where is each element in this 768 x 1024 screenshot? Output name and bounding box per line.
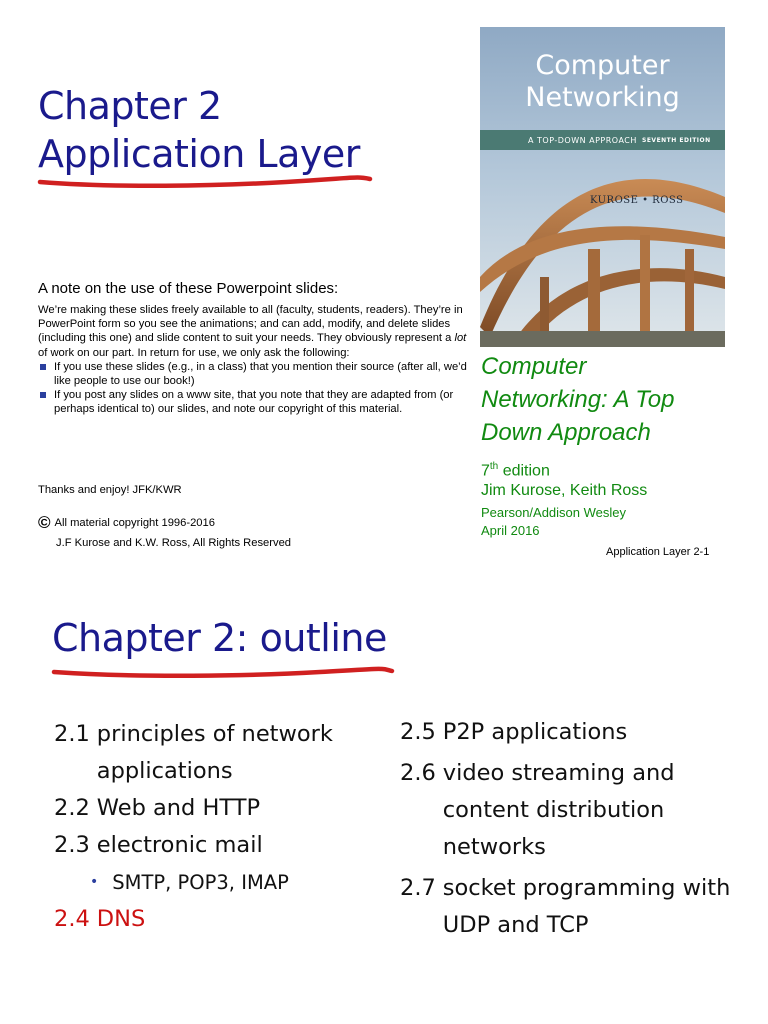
outline-item-number: 2.2 <box>54 795 90 821</box>
book-title-line1: Computer <box>481 353 587 380</box>
outline-item-highlight <box>54 901 384 938</box>
outline-item-text: socket programming with UDP and TCP <box>442 875 731 938</box>
note-para-start: We’re making these slides freely available to all (faculty, students, readers). They’re in PowerPoint form so you see the animations; and can add, modify, and delete slides (including this one) and slide content to suit your needs. They obviously represent a <box>38 304 463 345</box>
outline-item-text: principles of network applications <box>96 721 333 784</box>
outline-sub-item-text: SMTP, POP3, IMAP <box>112 871 289 894</box>
outline-item <box>400 870 740 944</box>
outline-item-number: 2.5 <box>400 719 436 745</box>
book-title-line2: Networking: A Top <box>481 386 675 413</box>
outline-item-number: 2.3 <box>54 832 90 858</box>
cover-subtitle-band <box>480 130 725 150</box>
outline-sub-item <box>54 864 384 901</box>
note-body <box>38 303 478 417</box>
chapter-title <box>38 82 360 178</box>
cover-title-line2: Networking <box>525 82 680 113</box>
outline-item <box>54 790 384 827</box>
square-bullet-icon <box>40 364 46 370</box>
outline-item-text: DNS <box>96 906 146 932</box>
note-bullet <box>38 388 478 416</box>
edition-word: edition <box>498 462 550 480</box>
outline-item <box>54 827 384 864</box>
outline-underline-stroke <box>50 662 400 682</box>
outline-item-text: P2P applications <box>442 719 628 745</box>
edition-number: 7 <box>481 462 490 480</box>
copyright-icon: © <box>38 513 51 532</box>
outline-left-column <box>54 716 384 938</box>
outline-item <box>54 716 384 790</box>
note-paragraph <box>38 303 478 360</box>
chapter-title-line1: Chapter 2 <box>38 84 222 128</box>
outline-right-column <box>400 714 740 948</box>
copyright-owners: J.F Kurose and K.W. Ross, All Rights Reserved <box>56 537 292 549</box>
note-para-end: of work on our part. In return for use, we only ask the following: <box>38 346 350 359</box>
book-title-line3: Down Approach <box>481 419 651 446</box>
note-bullet-text: If you post any slides on a www site, that you note that they are adapted from (or perhaps identical to) our slides, and note our copyright of this material. <box>54 389 454 416</box>
book-date: April 2016 <box>481 523 540 538</box>
note-bullet <box>38 360 478 388</box>
outline-item-text: video streaming and content distribution networks <box>442 760 675 860</box>
cover-authors: KUROSE • ROSS <box>590 195 684 206</box>
outline-item-text: Web and HTTP <box>96 795 261 821</box>
slide-2 <box>0 578 768 1024</box>
cover-edition: SEVENTH EDITION <box>642 136 711 144</box>
edition-suffix: th <box>489 461 499 472</box>
book-title <box>481 350 751 449</box>
outline-item-text: electronic mail <box>96 832 263 858</box>
outline-item-number: 2.4 <box>54 906 90 932</box>
note-bullet-text: If you use these slides (e.g., in a class) that you mention their source (after all, we’d like people to use our book!) <box>54 360 467 388</box>
outline-item-number: 2.1 <box>54 721 90 747</box>
chapter-title-line2: Application Layer <box>38 132 360 176</box>
outline-item-number: 2.7 <box>400 875 436 901</box>
book-authors: Jim Kurose, Keith Ross <box>481 482 648 499</box>
note-para-emphasis: lot <box>454 332 467 345</box>
bullet-dot-icon: • <box>90 874 99 890</box>
copyright-text: All material copyright 1996-2016 <box>54 517 215 529</box>
book-cover-image <box>480 27 725 347</box>
cover-subtitle: A TOP-DOWN APPROACH <box>528 135 637 145</box>
square-bullet-icon <box>40 392 46 398</box>
book-publisher: Pearson/Addison Wesley <box>481 505 627 520</box>
outline-title: Chapter 2: outline <box>52 616 387 660</box>
cover-title-line1: Computer <box>535 50 670 81</box>
note-heading: A note on the use of these Powerpoint slides: <box>38 280 339 297</box>
note-bullet-list <box>38 360 478 417</box>
outline-item <box>400 714 740 751</box>
outline-item-number: 2.6 <box>400 760 436 786</box>
slide-footer: Application Layer 2-1 <box>606 546 710 558</box>
thanks-line: Thanks and enjoy! JFK/KWR <box>38 484 182 496</box>
outline-item <box>400 755 740 866</box>
copyright-line <box>38 513 215 532</box>
title-underline-stroke <box>36 170 376 192</box>
book-edition <box>481 461 550 480</box>
